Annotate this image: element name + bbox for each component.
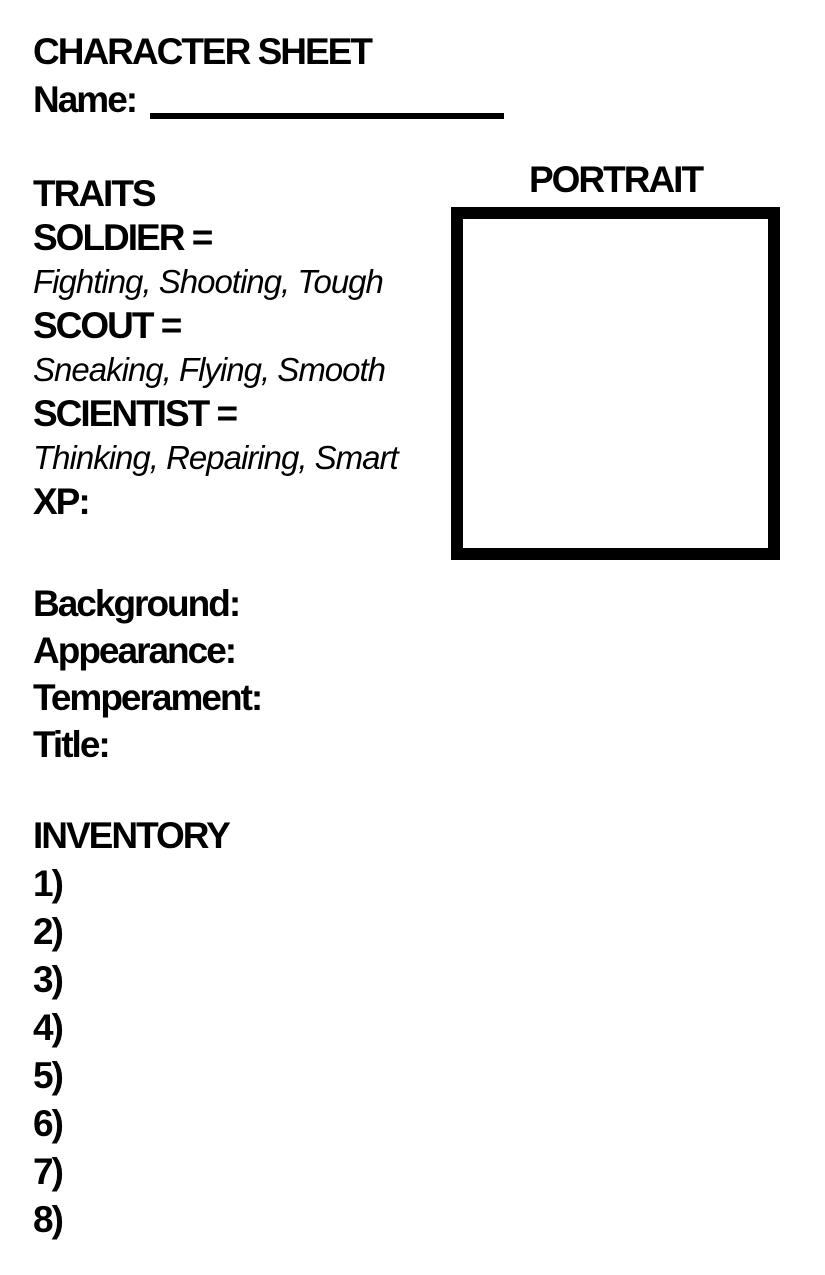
- details-section: [33, 580, 783, 768]
- trait-name-scientist: SCIENTIST =: [33, 393, 237, 434]
- xp-value[interactable]: [97, 494, 137, 524]
- inventory-slot-number: 1): [33, 863, 62, 904]
- trait-value-soldier[interactable]: [220, 230, 260, 260]
- trait-name-soldier: SOLDIER =: [33, 217, 212, 258]
- inventory-slot-1[interactable]: [33, 860, 783, 908]
- title-label: Title:: [33, 724, 109, 765]
- inventory-slot-3[interactable]: [33, 956, 783, 1004]
- temperament-label: Temperament:: [33, 677, 262, 718]
- trait-value-scientist[interactable]: [244, 406, 284, 436]
- inventory-slot-7[interactable]: [33, 1148, 783, 1196]
- trait-skills-scientist: Thinking, Repairing, Smart: [33, 439, 398, 476]
- inventory-slot-number: 4): [33, 1007, 62, 1048]
- trait-row-scientist: [33, 392, 398, 436]
- name-fill-line[interactable]: [150, 113, 504, 119]
- traits-heading: TRAITS: [33, 173, 155, 214]
- background-label: Background:: [33, 583, 240, 624]
- trait-row-soldier: [33, 216, 398, 260]
- inventory-slot-5[interactable]: [33, 1052, 783, 1100]
- field-row-title[interactable]: [33, 721, 783, 768]
- inventory-slot-6[interactable]: [33, 1100, 783, 1148]
- inventory-section: [33, 812, 783, 1244]
- inventory-slot-2[interactable]: [33, 908, 783, 956]
- traits-section: [33, 172, 398, 524]
- inventory-slot-number: 8): [33, 1199, 62, 1240]
- inventory-heading: INVENTORY: [33, 815, 229, 856]
- inventory-slot-number: 3): [33, 959, 62, 1000]
- name-label: Name:: [33, 79, 137, 120]
- xp-label: XP:: [33, 481, 89, 522]
- trait-value-scout[interactable]: [189, 318, 229, 348]
- inventory-slot-4[interactable]: [33, 1004, 783, 1052]
- inventory-slot-number: 7): [33, 1151, 62, 1192]
- portrait-box[interactable]: [451, 207, 780, 560]
- trait-skills-soldier: Fighting, Shooting, Tough: [33, 263, 383, 300]
- field-row-background[interactable]: [33, 580, 783, 627]
- portrait-heading: PORTRAIT: [528, 159, 703, 200]
- trait-name-scout: SCOUT =: [33, 305, 181, 346]
- field-row-temperament[interactable]: [33, 674, 783, 721]
- field-row-appearance[interactable]: [33, 627, 783, 674]
- inventory-slot-number: 6): [33, 1103, 62, 1144]
- appearance-label: Appearance:: [33, 630, 236, 671]
- trait-row-scout: [33, 304, 398, 348]
- xp-row: [33, 480, 398, 524]
- inventory-slot-number: 5): [33, 1055, 62, 1096]
- inventory-slot-8[interactable]: [33, 1196, 783, 1244]
- page-title: CHARACTER SHEET: [33, 31, 371, 72]
- trait-skills-scout: Sneaking, Flying, Smooth: [33, 351, 386, 388]
- inventory-slot-number: 2): [33, 911, 62, 952]
